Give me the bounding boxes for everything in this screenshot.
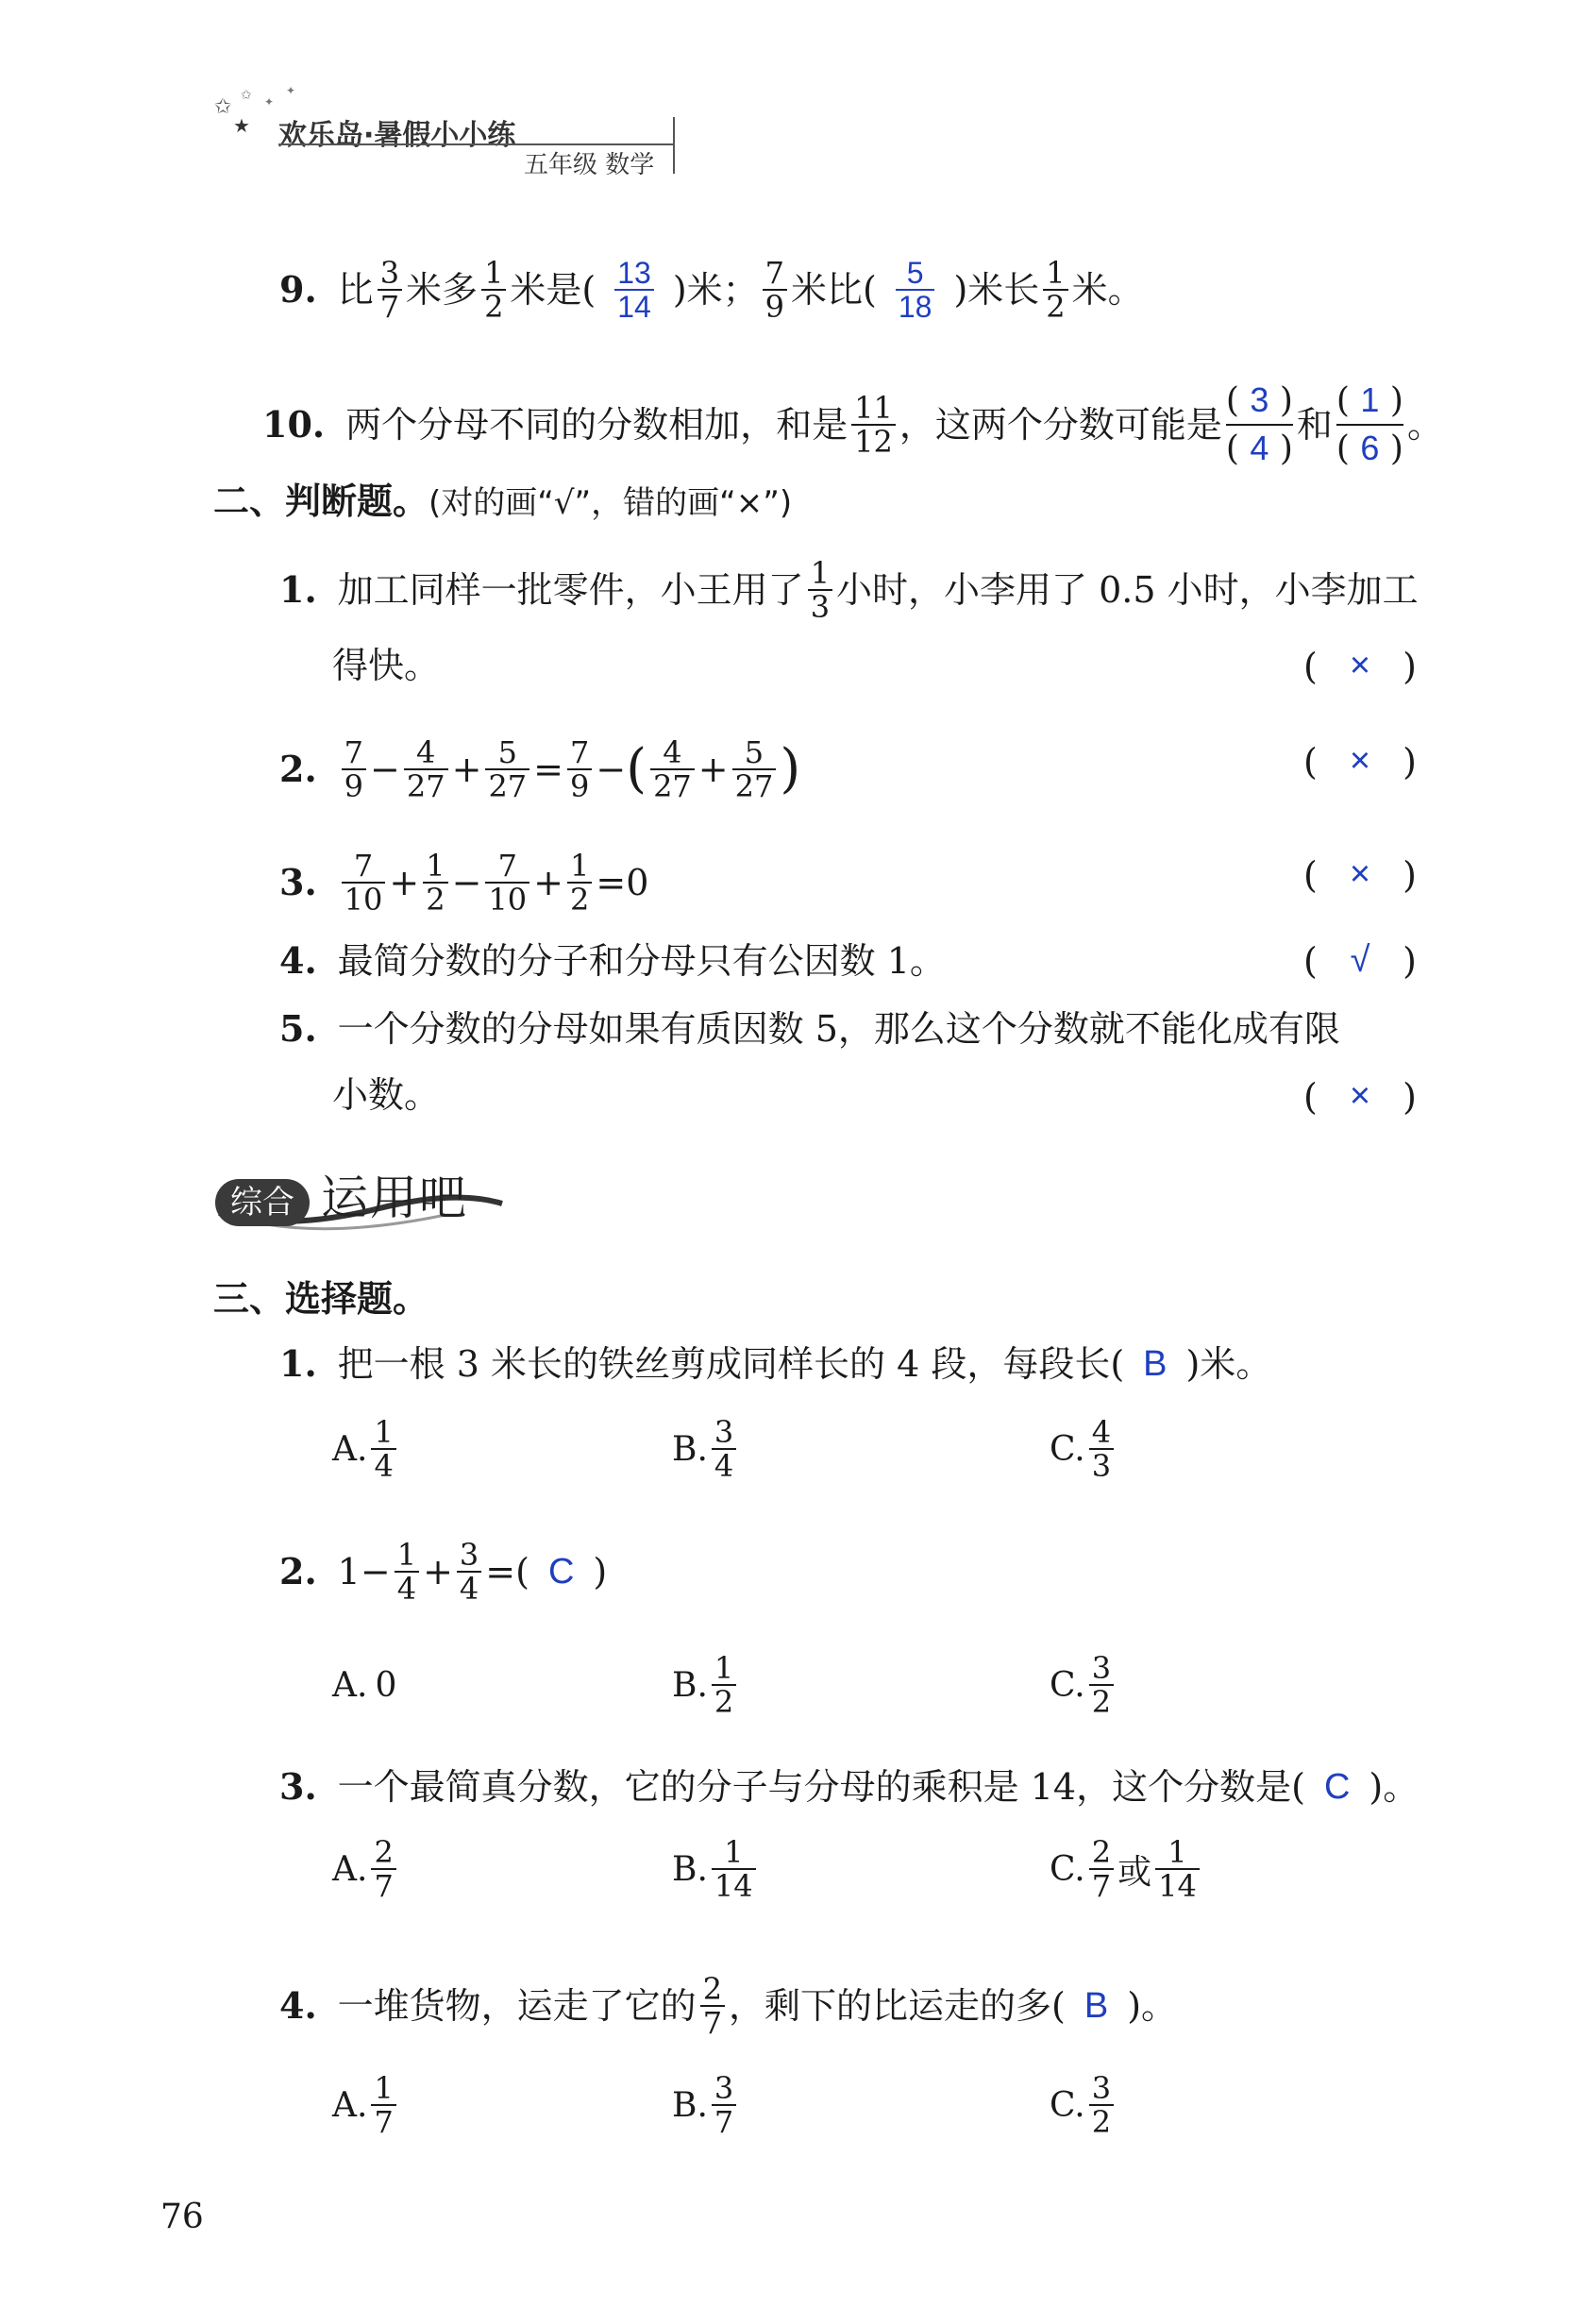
- section-banner: [210, 1156, 512, 1241]
- choice-4-option-b: B. $\frac{3}{7}$: [672, 2072, 740, 2138]
- choice-1-option-a: A. $\frac{1}{4}$: [332, 1416, 400, 1482]
- choice-4: 4. 一堆货物，运走了它的 $\frac{2}{7}$ ，剩下的比运走的多( B )。: [279, 1971, 1178, 2041]
- page-number: 76: [160, 2198, 204, 2236]
- judge-3: 3. $\frac{7}{10}$ + $\frac{1}{2}$ − $\frac{7}{10}$ + $\frac{1}{2}$ = 0: [279, 848, 649, 918]
- svg-text:✦: ✦: [286, 85, 296, 97]
- question-9: 9. 比 $\frac{3}{7}$ 米多 $\frac{1}{2}$ 米是( $\frac{13}{14}$ )米； $\frac{7}{9}$ 米比( $\frac{5}{18}$ )米长 $\frac{1}{2}$ 米。: [279, 255, 1144, 325]
- section-judgement-title: 二、判断题。(对的画“√”，错的画“×”): [213, 480, 793, 522]
- choice-1-option-b: B. $\frac{3}{4}$: [672, 1416, 740, 1482]
- judge-2: 2. $\frac{7}{9}$ − $\frac{4}{27}$ + $\frac{5}{27}$ = $\frac{7}{9}$ − ( $\frac{4}{27}$ + $\frac{5}{27}$ ): [279, 734, 801, 804]
- choice-3-option-b: B. $\frac{1}{14}$: [672, 1836, 760, 1902]
- fraction: $\frac{7}{9}$: [763, 257, 787, 323]
- judge-4: 4. 最简分数的分子和分母只有公因数 1。: [279, 939, 946, 982]
- choice-3-option-a: A. $\frac{2}{7}$: [332, 1836, 400, 1902]
- judge-3-answer: ( × ): [1303, 854, 1417, 896]
- judge-2-answer: ( × ): [1303, 741, 1417, 783]
- judge-1-answer: ( × ): [1303, 646, 1417, 687]
- svg-text:★: ★: [233, 114, 250, 137]
- choice-2: 2. 1 − $\frac{1}{4}$ + $\frac{3}{4}$ =( C ): [279, 1537, 608, 1607]
- choice-4-option-a: A. $\frac{1}{7}$: [332, 2072, 400, 2138]
- judge-5-line2: 小数。: [332, 1074, 441, 1116]
- banner-right: 运用吧: [321, 1171, 468, 1225]
- choice-1: 1. 把一根 3 米长的铁丝剪成同样长的 4 段，每段长( B )米。: [279, 1342, 1272, 1385]
- question-10: 10. 两个分母不同的分数相加，和是 $\frac{11}{12}$ ，这两个分数可能是 ( 3 ) ( 4 ) 和 ( 1 ) ( 6 ) 。: [262, 378, 1443, 472]
- fraction: $\frac{1}{2}$: [1043, 257, 1067, 323]
- judge-5: 5. 一个分数的分母如果有质因数 5，那么这个分数就不能化成有限: [279, 1007, 1340, 1050]
- fraction: $\frac{3}{7}$: [378, 257, 402, 323]
- svg-text:✩: ✩: [214, 95, 232, 119]
- fraction: $\frac{11}{12}$: [851, 392, 896, 458]
- answer-fraction: ( 1 ) ( 6 ): [1336, 378, 1403, 472]
- answer-fraction: $\frac{13}{14}$: [614, 257, 654, 323]
- judge-1: 1. 加工同样一批零件，小王用了 $\frac{1}{3}$ 小时，小李用了 0.5 小时，小李加工: [279, 555, 1419, 625]
- judge-5-answer: ( × ): [1303, 1076, 1417, 1118]
- judge-4-answer: ( √ ): [1303, 940, 1417, 982]
- series-title: 欢乐岛·暑假小小练: [278, 119, 516, 152]
- banner-left: 综合: [215, 1179, 310, 1226]
- svg-text:✩: ✩: [241, 88, 252, 103]
- choice-3: 3. 一个最简真分数，它的分子与分母的乘积是 14，这个分数是( C )。: [279, 1765, 1420, 1808]
- svg-text:✦: ✦: [264, 95, 275, 109]
- header-rule: [278, 143, 673, 145]
- choice-2-option-c: C. $\frac{3}{2}$: [1050, 1652, 1117, 1718]
- fraction: $\frac{1}{3}$: [808, 557, 832, 623]
- section-choice-title: 三、选择题。: [213, 1278, 429, 1320]
- fraction: $\frac{1}{2}$: [481, 257, 506, 323]
- choice-2-option-a: A. 0: [332, 1666, 397, 1705]
- choice-2-option-b: B. $\frac{1}{2}$: [672, 1652, 740, 1718]
- header-divider: [673, 117, 675, 174]
- answer-fraction: ( 3 ) ( 4 ): [1226, 378, 1293, 472]
- choice-3-option-c: C. $\frac{2}{7}$ 或 $\frac{1}{14}$: [1050, 1836, 1203, 1902]
- answer-fraction: $\frac{5}{18}$: [896, 257, 935, 323]
- choice-1-option-c: C. $\frac{4}{3}$: [1050, 1416, 1117, 1482]
- judge-1-line2: 得快。: [332, 645, 441, 686]
- grade-subject: 五年级 数学: [524, 151, 655, 179]
- choice-4-option-c: C. $\frac{3}{2}$: [1050, 2072, 1117, 2138]
